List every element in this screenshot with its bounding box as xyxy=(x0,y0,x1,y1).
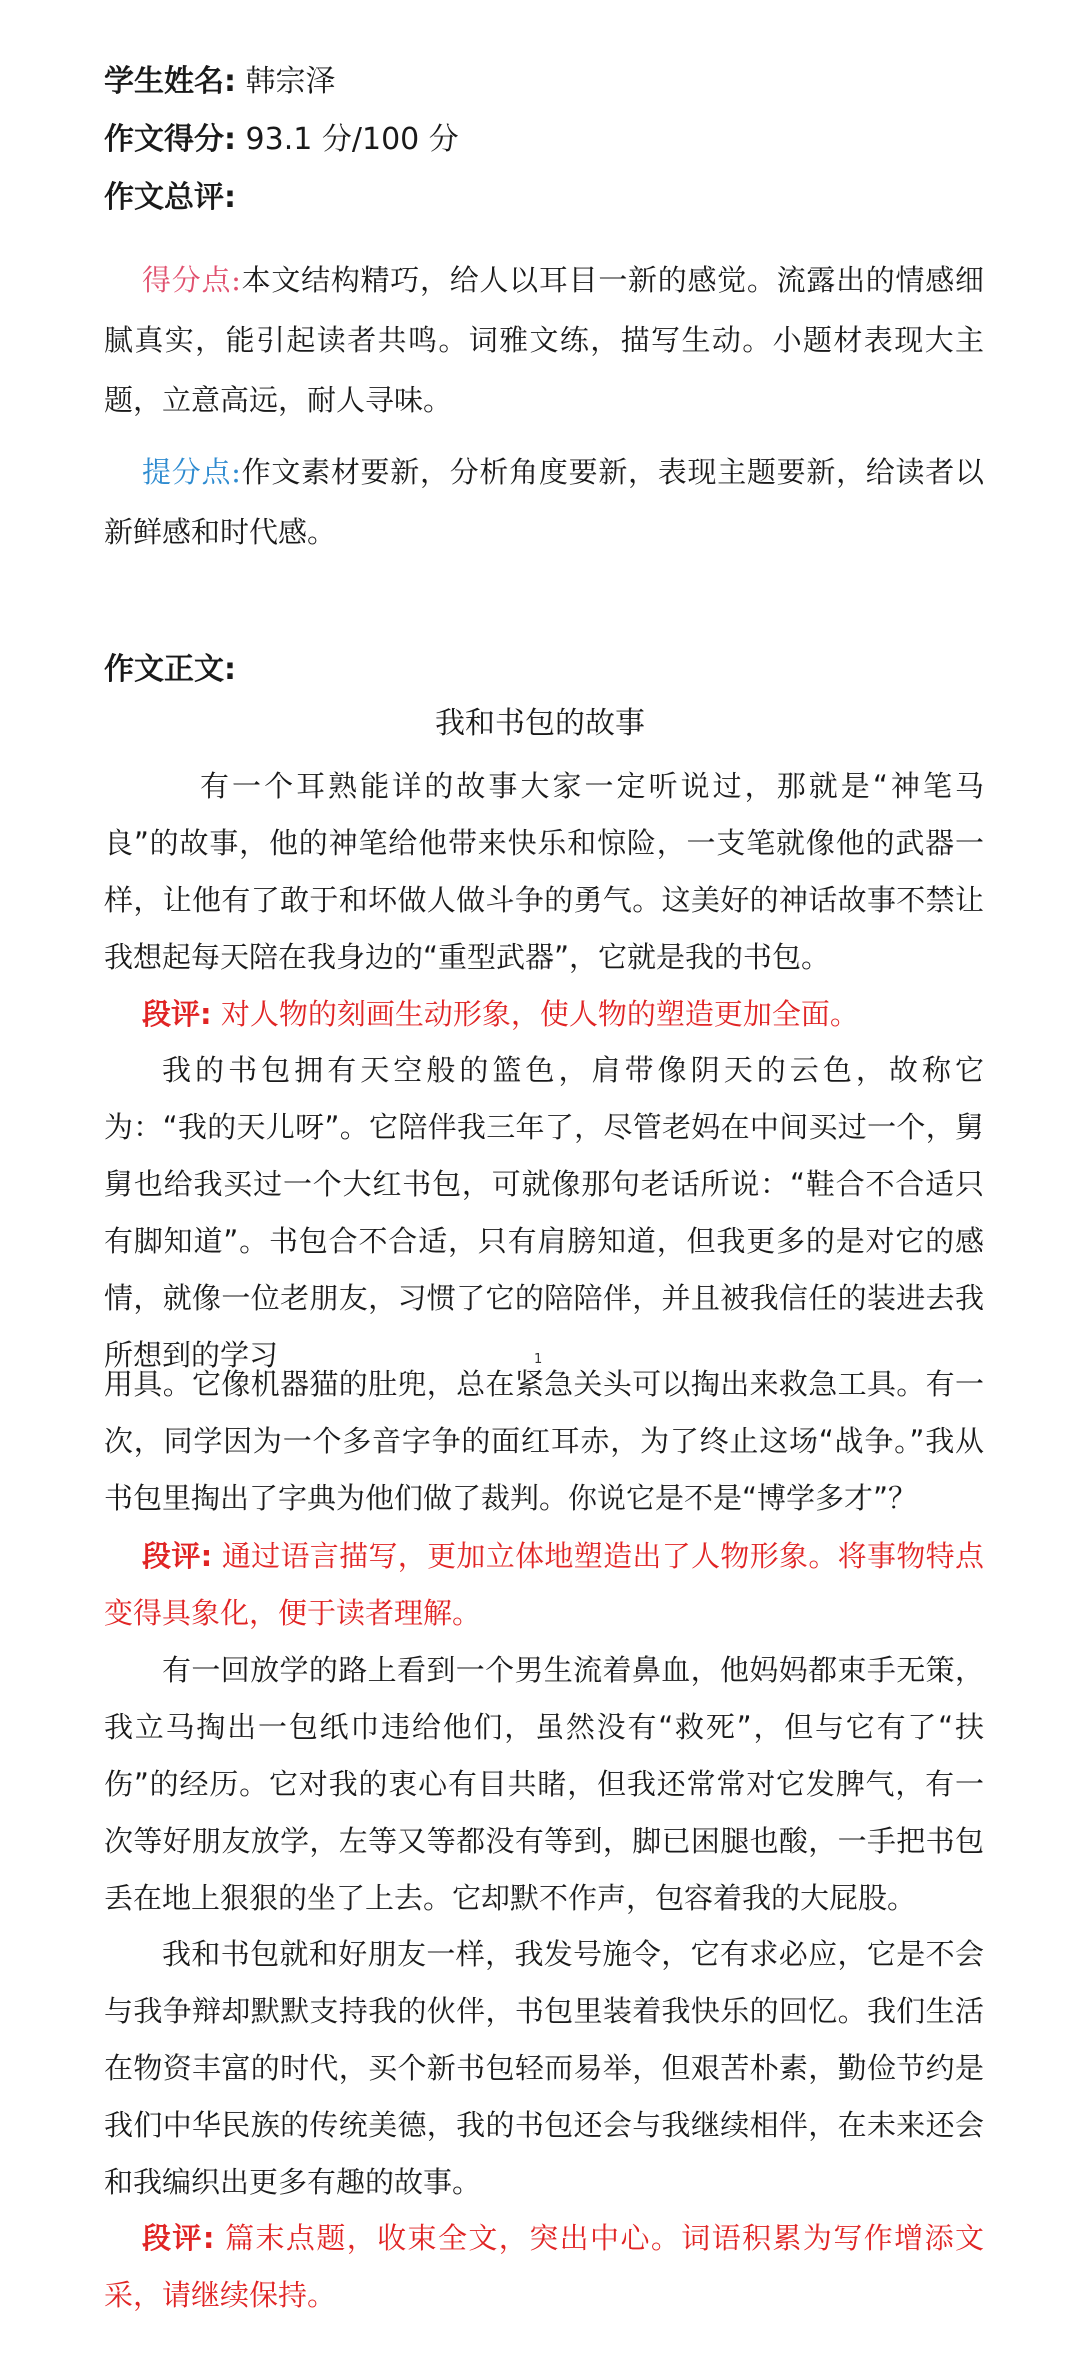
student-name-label: 学生姓名: xyxy=(104,64,236,99)
essay-review-heading xyxy=(104,178,236,218)
essay-paragraph-4: 我和书包就和好朋友一样，我发号施令，它有求必应，它是不会与我争辩却默默支持我的伙伴，书包里装着我快乐的回忆。我们生活在物资丰富的时代，买个新书包轻而易举，但艰苦朴素，勤俭节约是我们中华民族的传统美德，我的书包还会与我继续相伴，在未来还会和我编织出更多有趣的故事。 xyxy=(104,1937,984,2199)
merit-label: 得分点: xyxy=(142,263,241,297)
comment-text: 通过语言描写，更加立体地塑造出了人物形象。将事物特点变得具象化，便于读者理解。 xyxy=(104,1539,984,1630)
paragraph-comment-1 xyxy=(104,986,984,1043)
review-improve-paragraph xyxy=(104,442,984,562)
improve-text: 作文素材要新，分析角度要新，表现主题要新，给读者以新鲜感和时代感。 xyxy=(104,455,984,549)
comment-text: 对人物的刻画生动形象，使人物的塑造更加全面。 xyxy=(220,997,859,1031)
essay-body-heading xyxy=(104,650,236,690)
essay-score-value: 93.1 分/100 分 xyxy=(245,122,459,157)
essay-paragraph-1: 有一个耳熟能详的故事大家一定听说过，那就是“神笔马良”的故事，他的神笔给他带来快乐和惊险，一支笔就像他的武器一样，让他有了敢于和坏做人做斗争的勇气。这美好的神话故事不禁让我想起每天陪在我身边的“重型武器”，它就是我的书包。 xyxy=(104,769,984,974)
essay-paragraph-3: 有一回放学的路上看到一个男生流着鼻血，他妈妈都束手无策，我立马掏出一包纸巾违给他们，虽然没有“救死”，但与它有了“扶伤”的经历。它对我的衷心有目共睹，但我还常常对它发脾气，有一次等好朋友放学，左等又等都没有等到，脚已困腿也酸，一手把书包丢在地上狠狠的坐了上去。它却默不作声，包容着我的大屁股。 xyxy=(104,1653,984,1915)
page-number: 1 xyxy=(534,1352,543,1367)
student-name-value: 韩宗泽 xyxy=(245,64,336,99)
comment-label: 段评: xyxy=(142,997,212,1031)
improve-label: 提分点: xyxy=(142,455,241,489)
paragraph-comment-3 xyxy=(104,2210,984,2324)
essay-paragraph-2-part-2: 用具。它像机器猫的肚兜，总在紧急关头可以掏出来救急工具。有一次，同学因为一个多音字争的面红耳赤，为了终止这场“战争。”我从书包里掏出了字典为他们做了裁判。你说它是不是“博学多才”？ xyxy=(104,1367,984,1515)
comment-label: 段评: xyxy=(142,2221,215,2255)
review-merit-paragraph xyxy=(104,250,984,430)
essay-score-label: 作文得分: xyxy=(104,122,236,157)
comment-text: 篇末点题，收束全文，突出中心。词语积累为写作增添文采，请继续保持。 xyxy=(104,2221,984,2312)
essay-title: 我和书包的故事 xyxy=(435,706,645,741)
essay-paragraph-2-part-1: 我的书包拥有天空般的篮色，肩带像阴天的云色，故称它为：“我的天儿呀”。它陪伴我三年了，尽管老妈在中间买过一个，舅舅也给我买过一个大红书包，可就像那句老话所说：“鞋合不合适只有脚知道”。书包合不合适，只有肩膀知道，但我更多的是对它的感情，就像一位老朋友，习惯了它的陪陪伴，并且被我信任的装进去我所想到的学习 xyxy=(104,1053,984,1372)
paragraph-comment-2 xyxy=(104,1528,984,1642)
essay-score-row xyxy=(104,120,459,160)
student-name-row xyxy=(104,62,336,102)
essay-review-label: 作文总评: xyxy=(104,180,236,215)
merit-text: 本文结构精巧，给人以耳目一新的感觉。流露出的情感细腻真实，能引起读者共鸣。词雅文练，描写生动。小题材表现大主题，立意高远，耐人寻味。 xyxy=(104,263,984,417)
essay-body-label: 作文正文: xyxy=(104,652,236,687)
comment-label: 段评: xyxy=(142,1539,213,1573)
